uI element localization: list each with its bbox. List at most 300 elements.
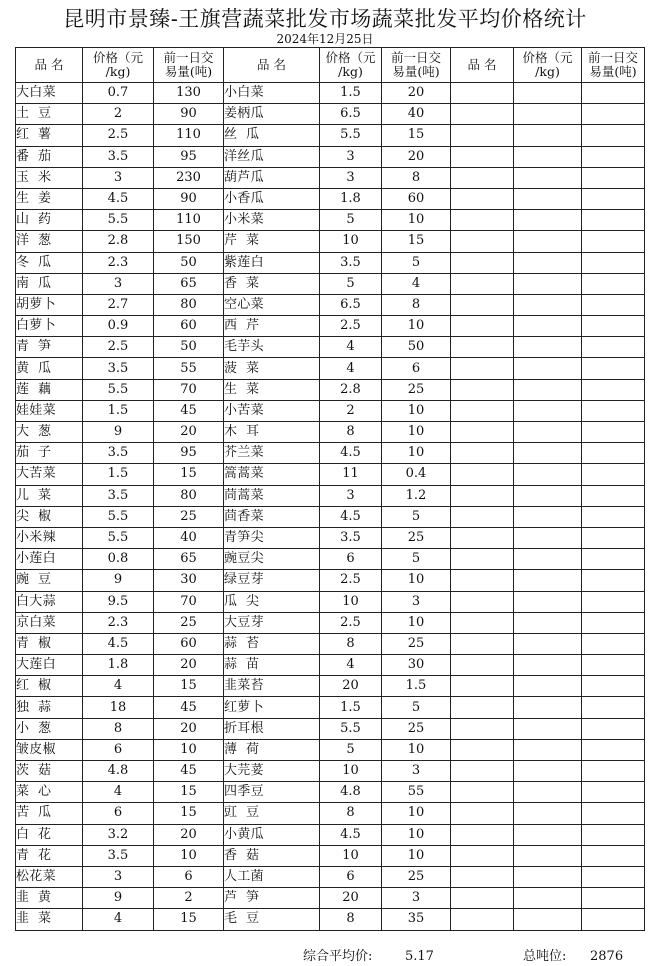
price-cell [514, 718, 582, 739]
volume-cell: 65 [154, 273, 224, 294]
price-cell: 6 [320, 866, 382, 887]
table-row [16, 422, 645, 443]
volume-cell: 25 [154, 612, 224, 633]
volume-cell: 10 [154, 845, 224, 866]
vegetable-name: 茨菇 [16, 761, 83, 782]
volume-cell [582, 633, 645, 654]
price-cell: 0.7 [83, 83, 154, 104]
price-cell: 5.5 [83, 379, 154, 400]
vegetable-name: 绿豆芽 [224, 570, 320, 591]
volume-cell: 45 [154, 400, 224, 421]
price-cell: 2 [320, 400, 382, 421]
volume-cell: 10 [382, 422, 451, 443]
price-cell: 5 [320, 210, 382, 231]
volume-cell: 25 [382, 866, 451, 887]
table-row [16, 803, 645, 824]
volume-cell [582, 273, 645, 294]
vegetable-name: 西芹 [224, 316, 320, 337]
vegetable-name [451, 676, 514, 697]
price-cell: 8 [320, 909, 382, 930]
vegetable-name: 香菜 [224, 273, 320, 294]
table-row [16, 252, 645, 273]
volume-cell: 95 [154, 443, 224, 464]
price-cell [514, 612, 582, 633]
price-cell [514, 888, 582, 909]
vegetable-name [451, 464, 514, 485]
table-row [16, 125, 645, 146]
volume-cell [582, 188, 645, 209]
vegetable-name: 小白菜 [224, 83, 320, 104]
volume-cell [582, 422, 645, 443]
volume-cell: 70 [154, 379, 224, 400]
table-row [16, 83, 645, 104]
vegetable-name: 大葱 [16, 422, 83, 443]
volume-cell: 0.4 [382, 464, 451, 485]
volume-cell: 15 [154, 782, 224, 803]
volume-cell [582, 400, 645, 421]
volume-cell: 3 [382, 888, 451, 909]
price-cell: 11 [320, 464, 382, 485]
price-cell: 3.5 [320, 527, 382, 548]
vegetable-name: 小米菜 [224, 210, 320, 231]
price-cell [514, 422, 582, 443]
volume-cell [582, 443, 645, 464]
price-cell [514, 739, 582, 760]
header-name-1 [16, 48, 83, 83]
vegetable-name: 小米辣 [16, 527, 83, 548]
volume-cell [582, 803, 645, 824]
vegetable-name: 韭黄 [16, 888, 83, 909]
price-cell [514, 464, 582, 485]
volume-cell: 40 [154, 527, 224, 548]
price-cell: 2 [83, 104, 154, 125]
vegetable-name: 冬瓜 [16, 252, 83, 273]
price-cell: 5 [320, 273, 382, 294]
price-cell [514, 549, 582, 570]
volume-cell: 40 [382, 104, 451, 125]
price-cell [514, 231, 582, 252]
vegetable-name: 茼蒿菜 [224, 485, 320, 506]
table-row [16, 845, 645, 866]
table-row [16, 633, 645, 654]
vegetable-name [451, 866, 514, 887]
price-cell: 5.5 [320, 125, 382, 146]
table-row [16, 676, 645, 697]
price-cell: 1.8 [320, 188, 382, 209]
table-row [16, 337, 645, 358]
table-row [16, 464, 645, 485]
table-row [16, 273, 645, 294]
vegetable-name [451, 888, 514, 909]
price-cell: 2.3 [83, 612, 154, 633]
price-cell [514, 761, 582, 782]
volume-cell: 25 [382, 718, 451, 739]
vegetable-name: 生姜 [16, 188, 83, 209]
table-row [16, 188, 645, 209]
volume-cell: 20 [154, 718, 224, 739]
price-cell: 20 [320, 888, 382, 909]
vegetable-name: 蒜苗 [224, 655, 320, 676]
vegetable-name [451, 591, 514, 612]
vegetable-name: 苦瓜 [16, 803, 83, 824]
price-cell: 4 [83, 676, 154, 697]
volume-cell: 25 [382, 527, 451, 548]
volume-cell: 25 [382, 633, 451, 654]
volume-cell: 5 [382, 506, 451, 527]
vegetable-name: 大豆芽 [224, 612, 320, 633]
table-row [16, 231, 645, 252]
volume-cell: 20 [154, 824, 224, 845]
volume-cell: 5 [382, 252, 451, 273]
price-cell: 6 [83, 803, 154, 824]
volume-cell [582, 146, 645, 167]
price-cell: 1.5 [320, 83, 382, 104]
volume-cell: 90 [154, 104, 224, 125]
price-cell: 4 [83, 782, 154, 803]
price-cell: 18 [83, 697, 154, 718]
table-row [16, 210, 645, 231]
volume-cell: 50 [154, 337, 224, 358]
vegetable-name [451, 83, 514, 104]
vegetable-name: 玉米 [16, 167, 83, 188]
vegetable-name: 皱皮椒 [16, 739, 83, 760]
vegetable-name: 尖椒 [16, 506, 83, 527]
price-cell: 4.5 [83, 633, 154, 654]
volume-cell [582, 485, 645, 506]
volume-cell: 10 [382, 400, 451, 421]
table-row [16, 443, 645, 464]
volume-cell [582, 591, 645, 612]
price-cell [514, 824, 582, 845]
vegetable-name: 大莲白 [16, 655, 83, 676]
vegetable-name: 茄子 [16, 443, 83, 464]
table-row [16, 739, 645, 760]
volume-cell: 230 [154, 167, 224, 188]
volume-cell: 15 [154, 676, 224, 697]
header-volume-line2: 易量(吨) [392, 64, 440, 79]
volume-cell [582, 316, 645, 337]
price-cell: 6.5 [320, 104, 382, 125]
price-cell: 3 [83, 273, 154, 294]
table-row [16, 316, 645, 337]
vegetable-name [451, 422, 514, 443]
price-cell: 5.5 [83, 210, 154, 231]
volume-cell: 80 [154, 294, 224, 315]
vegetable-name: 菜心 [16, 782, 83, 803]
vegetable-name [451, 294, 514, 315]
vegetable-name: 洋葱 [16, 231, 83, 252]
vegetable-name [451, 527, 514, 548]
vegetable-name: 豇豆 [224, 803, 320, 824]
price-cell: 2.3 [83, 252, 154, 273]
volume-cell: 30 [154, 570, 224, 591]
table-row [16, 888, 645, 909]
volume-cell [582, 782, 645, 803]
vegetable-name [451, 231, 514, 252]
vegetable-name: 生菜 [224, 379, 320, 400]
price-cell [514, 676, 582, 697]
total-tonnage-label: 总吨位: [523, 949, 567, 964]
table-row [16, 358, 645, 379]
table-row [16, 655, 645, 676]
price-cell: 3.5 [83, 485, 154, 506]
volume-cell: 6 [154, 866, 224, 887]
vegetable-name: 白萝卜 [16, 316, 83, 337]
table-row [16, 591, 645, 612]
vegetable-name [451, 633, 514, 654]
volume-cell: 70 [154, 591, 224, 612]
table-row [16, 167, 645, 188]
price-cell: 3 [320, 146, 382, 167]
vegetable-name [451, 697, 514, 718]
header-volume-line1: 前一日交 [587, 50, 638, 65]
vegetable-name: 韭菜 [16, 909, 83, 930]
header-name-text: 品 名 [467, 57, 497, 72]
vegetable-name [451, 379, 514, 400]
table-body [16, 83, 645, 931]
volume-cell: 6 [382, 358, 451, 379]
price-cell: 4 [320, 358, 382, 379]
price-cell [514, 909, 582, 930]
vegetable-name: 篙蒿菜 [224, 464, 320, 485]
volume-cell: 80 [154, 485, 224, 506]
vegetable-name: 白花 [16, 824, 83, 845]
table-row [16, 549, 645, 570]
price-cell: 9 [83, 570, 154, 591]
vegetable-name: 毛豆 [224, 909, 320, 930]
price-cell [514, 591, 582, 612]
volume-cell: 10 [382, 316, 451, 337]
header-price-line1: 价格（元 [522, 50, 573, 65]
vegetable-name: 芹菜 [224, 231, 320, 252]
price-cell: 4.8 [320, 782, 382, 803]
volume-cell: 4 [382, 273, 451, 294]
volume-cell: 65 [154, 549, 224, 570]
table-row [16, 570, 645, 591]
price-cell: 8 [320, 422, 382, 443]
price-cell: 5.5 [83, 506, 154, 527]
header-price-line2: /kg) [105, 64, 131, 79]
volume-cell: 1.5 [382, 676, 451, 697]
report-date: 2024年12月25日 [276, 32, 374, 46]
header-name-text: 品 名 [257, 57, 286, 72]
price-cell: 9 [83, 888, 154, 909]
vegetable-name: 葫芦瓜 [224, 167, 320, 188]
price-cell [514, 379, 582, 400]
volume-cell: 10 [382, 612, 451, 633]
price-cell [514, 866, 582, 887]
price-cell: 6.5 [320, 294, 382, 315]
price-cell: 2.5 [320, 316, 382, 337]
volume-cell [582, 358, 645, 379]
table-row [16, 612, 645, 633]
volume-cell [582, 697, 645, 718]
price-cell [514, 655, 582, 676]
price-cell: 4 [320, 337, 382, 358]
price-cell [514, 506, 582, 527]
price-cell: 0.8 [83, 549, 154, 570]
vegetable-name: 南瓜 [16, 273, 83, 294]
volume-cell [582, 210, 645, 231]
vegetable-name: 娃娃菜 [16, 400, 83, 421]
volume-cell: 15 [382, 231, 451, 252]
vegetable-name: 蒜苔 [224, 633, 320, 654]
volume-cell: 1.2 [382, 485, 451, 506]
price-cell [514, 845, 582, 866]
vegetable-name: 薄荷 [224, 739, 320, 760]
price-cell: 4 [83, 909, 154, 930]
vegetable-name [451, 655, 514, 676]
vegetable-name [451, 167, 514, 188]
vegetable-name: 空心菜 [224, 294, 320, 315]
vegetable-name [451, 210, 514, 231]
volume-cell [582, 294, 645, 315]
volume-cell: 35 [382, 909, 451, 930]
price-cell [514, 570, 582, 591]
price-cell: 5.5 [83, 527, 154, 548]
header-price-line1: 价格（元 [92, 50, 143, 65]
volume-cell: 10 [382, 845, 451, 866]
vegetable-name: 芦笋 [224, 888, 320, 909]
header-price-line2: /kg) [338, 64, 363, 79]
volume-cell [582, 845, 645, 866]
vegetable-name: 青椒 [16, 633, 83, 654]
price-cell: 4 [320, 655, 382, 676]
volume-cell: 55 [154, 358, 224, 379]
vegetable-name: 小葱 [16, 718, 83, 739]
header-volume-1 [154, 48, 224, 83]
price-cell: 4.5 [320, 506, 382, 527]
vegetable-name [451, 824, 514, 845]
volume-cell: 50 [382, 337, 451, 358]
header-volume-line2: 易量(吨) [589, 64, 637, 79]
vegetable-name: 洋丝瓜 [224, 146, 320, 167]
header-price-3 [514, 48, 582, 83]
volume-cell [582, 655, 645, 676]
vegetable-name: 紫莲白 [224, 252, 320, 273]
table-row [16, 400, 645, 421]
volume-cell [582, 739, 645, 760]
volume-cell: 2 [154, 888, 224, 909]
price-cell: 2.5 [83, 125, 154, 146]
table-row [16, 697, 645, 718]
price-cell: 4.8 [83, 761, 154, 782]
price-cell: 4.5 [320, 824, 382, 845]
price-cell: 2.5 [320, 612, 382, 633]
table-row [16, 909, 645, 930]
vegetable-name: 独蒜 [16, 697, 83, 718]
volume-cell: 15 [382, 125, 451, 146]
price-cell: 0.9 [83, 316, 154, 337]
vegetable-name: 胡萝卜 [16, 294, 83, 315]
header-price-2 [320, 48, 382, 83]
vegetable-name: 儿菜 [16, 485, 83, 506]
table-row [16, 782, 645, 803]
price-cell [514, 697, 582, 718]
vegetable-name: 青花 [16, 845, 83, 866]
vegetable-name: 茴香菜 [224, 506, 320, 527]
price-cell: 3.5 [83, 146, 154, 167]
volume-cell: 45 [154, 697, 224, 718]
price-cell [514, 104, 582, 125]
volume-cell: 10 [382, 824, 451, 845]
volume-cell [582, 252, 645, 273]
price-cell: 2.8 [320, 379, 382, 400]
vegetable-name [451, 400, 514, 421]
volume-cell [582, 104, 645, 125]
price-cell: 1.8 [83, 655, 154, 676]
price-cell [514, 803, 582, 824]
table-row [16, 761, 645, 782]
vegetable-name [451, 146, 514, 167]
vegetable-name: 香菇 [224, 845, 320, 866]
price-cell: 3 [83, 167, 154, 188]
volume-cell: 10 [382, 210, 451, 231]
header-price-line1: 价格（元 [325, 50, 376, 65]
vegetable-name: 毛芋头 [224, 337, 320, 358]
price-cell [514, 337, 582, 358]
price-cell [514, 358, 582, 379]
volume-cell: 20 [154, 422, 224, 443]
vegetable-name: 韭菜苔 [224, 676, 320, 697]
table-row [16, 294, 645, 315]
table-row [16, 527, 645, 548]
table-row [16, 824, 645, 845]
vegetable-name [451, 718, 514, 739]
vegetable-name: 小香瓜 [224, 188, 320, 209]
table-row [16, 146, 645, 167]
price-cell: 8 [83, 718, 154, 739]
vegetable-name [451, 273, 514, 294]
vegetable-name: 番茄 [16, 146, 83, 167]
vegetable-name: 丝瓜 [224, 125, 320, 146]
price-cell: 3.5 [83, 358, 154, 379]
price-cell [514, 252, 582, 273]
volume-cell: 5 [382, 697, 451, 718]
vegetable-name: 山药 [16, 210, 83, 231]
vegetable-name: 豌豆 [16, 570, 83, 591]
total-tonnage-value: 2876 [590, 949, 624, 964]
price-cell: 5.5 [320, 718, 382, 739]
volume-cell [582, 612, 645, 633]
vegetable-name: 小莲白 [16, 549, 83, 570]
price-cell [514, 146, 582, 167]
volume-cell [582, 125, 645, 146]
header-name-3 [451, 48, 514, 83]
vegetable-name: 折耳根 [224, 718, 320, 739]
vegetable-name [451, 252, 514, 273]
price-cell: 2.5 [320, 570, 382, 591]
price-cell: 5 [320, 739, 382, 760]
vegetable-name [451, 845, 514, 866]
price-cell [514, 83, 582, 104]
price-cell: 3.5 [83, 443, 154, 464]
price-cell [514, 527, 582, 548]
header-name-text: 品 名 [34, 57, 64, 72]
vegetable-name: 黄瓜 [16, 358, 83, 379]
price-cell: 2.8 [83, 231, 154, 252]
volume-cell: 20 [382, 146, 451, 167]
table-row [16, 485, 645, 506]
volume-cell: 3 [382, 761, 451, 782]
vegetable-name [451, 612, 514, 633]
vegetable-name [451, 485, 514, 506]
volume-cell [582, 167, 645, 188]
volume-cell: 110 [154, 125, 224, 146]
price-cell: 10 [320, 231, 382, 252]
price-cell: 20 [320, 676, 382, 697]
price-cell: 3 [83, 866, 154, 887]
